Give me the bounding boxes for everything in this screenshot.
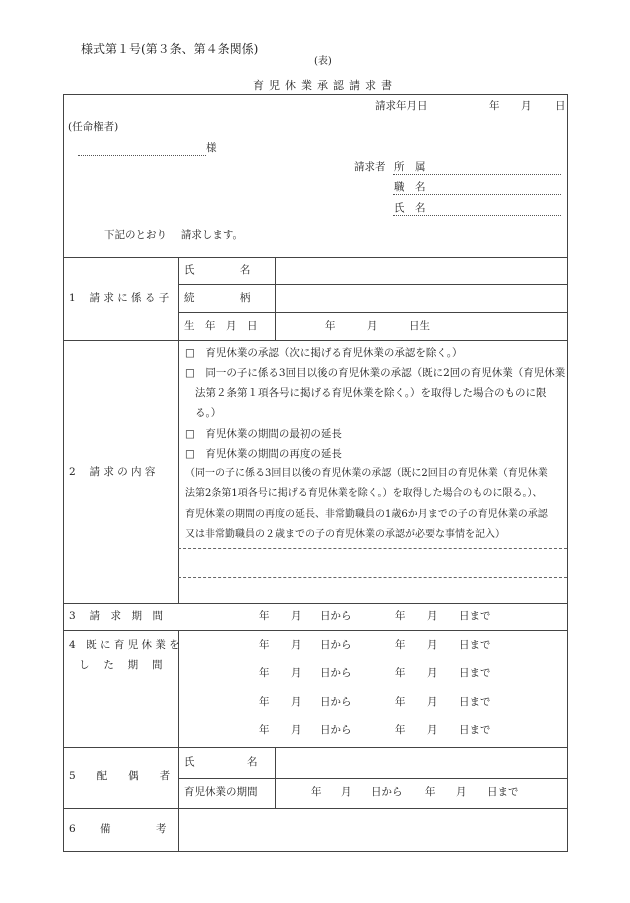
honorific-label: 様 [206, 142, 217, 154]
form-number-label: 様式第１号(第３条、第４条関係) [81, 42, 259, 56]
request-date-day: 日 [555, 100, 566, 112]
spouse-leave-period-label: 育児休業の期間 [184, 786, 258, 798]
request-note-line-1: （同一の子に係る3回目以後の育児休業の承認（既に2回目の育児休業（育児休業 [185, 468, 548, 479]
section1-label: 1 請 求 に 係 る 子 [69, 292, 170, 304]
position-line[interactable] [393, 194, 561, 195]
affiliation-line[interactable] [393, 174, 561, 175]
position-label: 職 名 [394, 181, 426, 193]
request-note-line-4: 又は非常勤職員の２歳までの子の育児休業の承認が必要な事情を記入） [185, 529, 505, 540]
request-option-1[interactable]: □ 育児休業の承認（次に掲げる育児休業の承認を除く。） [185, 347, 463, 359]
section5-label: 5 配 偶 者 [69, 770, 171, 782]
section4-label-line2: し た 期 間 [79, 659, 163, 671]
section4-label-line1: 4 既 に 育 児 休 業 を [69, 639, 180, 651]
request-option-2-cont-1: 法第２条第１項各号に掲げる育児休業を除く。）を取得した場合のものに限 [195, 387, 547, 399]
request-date-month: 月 [521, 100, 532, 112]
section3-label: 3 請 求 期 間 [69, 610, 164, 622]
request-note-line-2: 法第2条第1項各号に掲げる育児休業を除く。）を取得した場合のものに限る。）、 [185, 488, 543, 499]
appointer-label: (任命権者) [68, 121, 119, 133]
requester-name-line[interactable] [393, 215, 561, 216]
section6-label: 6 備 考 [69, 823, 167, 835]
request-statement: 下記のとおり 請求します。 [104, 229, 243, 241]
request-date-year: 年 [489, 100, 500, 112]
requester-name-label: 氏 名 [394, 202, 426, 214]
child-birthdate-label: 生 年 月 日 [184, 320, 258, 332]
affiliation-label: 所 属 [394, 161, 426, 173]
request-option-3[interactable]: □ 育児休業の期間の最初の延長 [185, 428, 342, 440]
request-date-label: 請求年月日 [375, 100, 428, 112]
child-relationship-label: 続 柄 [184, 292, 251, 304]
child-birthdate-value[interactable]: 年 月 日生 [325, 320, 430, 332]
request-option-2-cont-2: る。） [195, 407, 222, 419]
request-note-line-3: 育児休業の期間の再度の延長、非常勤職員の1歳6か月までの子の育児休業の承認 [185, 509, 548, 520]
section2-label: 2 請 求 の 内 容 [69, 466, 156, 478]
child-name-label: 氏 名 [184, 264, 251, 276]
appointer-name-line[interactable] [78, 155, 206, 156]
side-label: (表) [314, 56, 332, 67]
spouse-name-label: 氏 名 [184, 756, 258, 768]
request-option-2[interactable]: □ 同一の子に係る3回目以後の育児休業の承認（既に2回の育児休業（育児休業 [185, 367, 566, 379]
form-title: 育児休業承認請求書 [253, 79, 397, 92]
requester-label: 請求者 [354, 161, 386, 173]
request-option-4[interactable]: □ 育児休業の期間の再度の延長 [185, 448, 342, 460]
